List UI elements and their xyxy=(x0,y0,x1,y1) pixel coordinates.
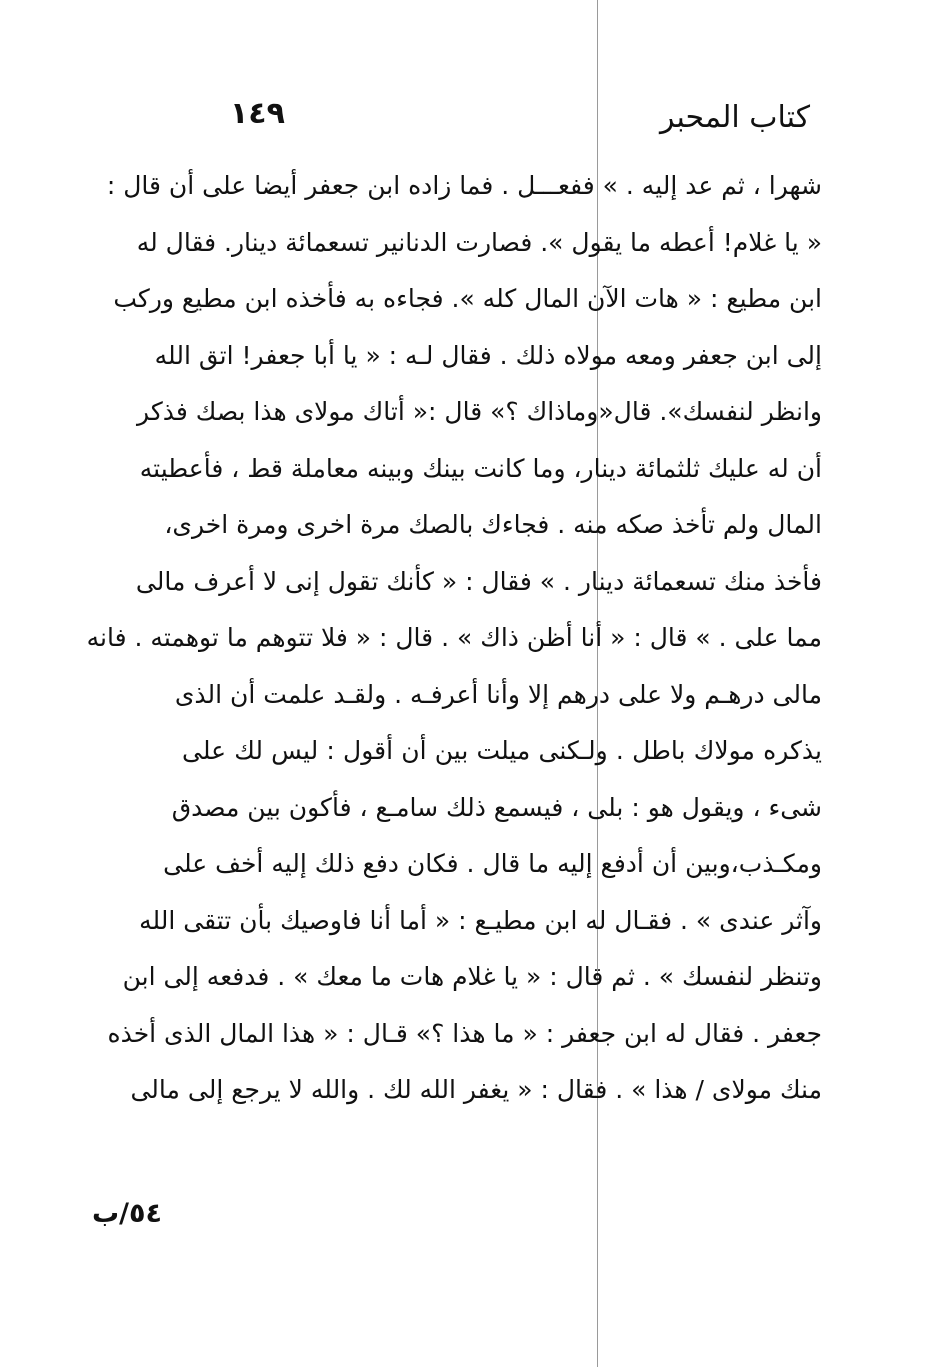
text-line: وانظر لنفسك». قال«وماذاك ؟» قال :« أتاك مولاى هذا بصك فذكر xyxy=(137,397,822,426)
book-title: كتاب المحبر xyxy=(659,100,810,135)
text-line: إلى ابن جعفر ومعه مولاه ذلك . فقال لـه : « يا أبا جعفر! اتق الله xyxy=(154,340,822,370)
text-line: ابن مطيع : « هات الآن المال كله ». فجاءه به فأخذه ابن مطيع وركب xyxy=(113,284,822,313)
text-line: شهرا ، ثم عد إليه . » ففعـــل . فما زاده ابن جعفر أيضا على أن قال : xyxy=(106,171,822,200)
text-line: مما على . » قال : « أنا أظن ذاك » . قال : « فلا تتوهم ما توهمته . فانه xyxy=(86,623,822,652)
text-line: مالى درهـم ولا على درهم إلا وأنا أعرفـه . ولقـد علمت أن الذى xyxy=(174,679,822,709)
text-line: شىء ، ويقول هو : بلى ، فيسمع ذلك سامـع ، فأكون بين مصدق xyxy=(171,792,822,822)
text-line: المال ولم تأخذ صكه منه . فجاءك بالصك مرة اخرى ومرة اخرى، xyxy=(164,510,822,539)
text-line: ومكـذب،وبين أن أدفع إليه ما قال . فكان دفع ذلك إليه أخف على xyxy=(163,849,822,878)
text-line: جعفر . فقال له ابن جعفر : « ما هذا ؟» قـال : « هذا المال الذى أخذه xyxy=(107,1018,822,1048)
text-line: « يا غلام! أعطه ما يقول ». فصارت الدنانير تسعمائة دينار. فقال له xyxy=(136,227,822,257)
text-line: يذكره مولاك باطل . ولـكنى ميلت بين أن أقول : ليس لك على xyxy=(182,736,822,765)
text-line: وآثر عندى » . فقـال له ابن مطيـع : « أما أنا فاوصيك بأن تتقى الله xyxy=(139,905,822,935)
text-line: أن له عليك ثلثمائة دينار، وما كانت بينك وبينه معاملة قط ، فأعطيته xyxy=(139,453,822,483)
text-line: وتنظر لنفسك » . ثم قال : « يا غلام هات ما معك » . فدفعه إلى ابن xyxy=(122,962,822,991)
body-text xyxy=(86,158,822,1119)
text-line: فأخذ منك تسعمائة دينار . » فقال : « كأنك تقول إنى لا أعرف مالى xyxy=(135,566,822,596)
page-number: ١٤٩ xyxy=(230,96,285,131)
page-header xyxy=(190,96,820,146)
margin-folio-note: ٥٤/ب xyxy=(92,1198,162,1229)
text-line: منك مولاى / هذا » . فقال : « يغفر الله لك . والله لا يرجع إلى مالى xyxy=(130,1075,822,1104)
